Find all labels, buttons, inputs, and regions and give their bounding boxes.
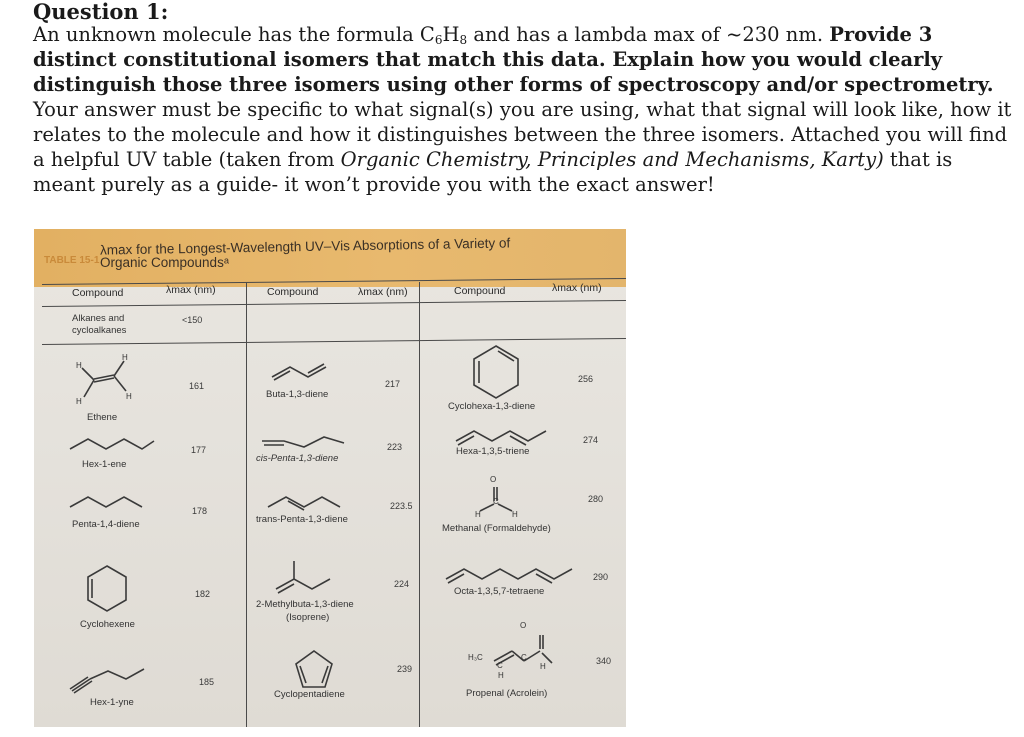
compound-trans-pentadiene: trans-Penta-1,3-diene: [256, 514, 348, 525]
lmax-hexyne: 185: [199, 677, 215, 687]
compound-hexyne: Hex-1-yne: [90, 697, 134, 708]
compound-cyclohexadiene: Cyclohexa-1,3-diene: [448, 401, 536, 412]
ethene-structure: [74, 353, 144, 409]
table-title-line2: Organic Compoundsᵃ: [100, 255, 229, 270]
lmax-ethene: 161: [189, 381, 205, 391]
compound-butadiene: Buta-1,3-diene: [266, 389, 329, 400]
hexene-structure: [66, 431, 156, 457]
compound-cis-pentadiene: cis-Penta-1,3-diene: [256, 453, 339, 464]
acrolein-atom-c2: C: [497, 661, 503, 670]
question-heading: Question 1:: [33, 0, 169, 24]
lmax-hexatriene: 274: [583, 435, 599, 445]
acrolein-atom-c1: C: [521, 653, 527, 662]
trans-pentadiene-structure: [264, 489, 354, 513]
ethene-atom-h2: H: [122, 353, 128, 362]
question-text: An unknown molecule has the formula $C_6H_8$ and has a lambda max of ~230 nm. Provide 3 distinct constitutional isomers that match this data. Explain how you would clearly distinguish those three isomers using other forms of spectroscopy and/or spectrometry. Your answer must be specific to what signal(s) you are using, what that signal will look like, how it relates to the molecule and how it distinguishes between the three isomers. Attached you will find a helpful UV table (taken from Organic Chemistry, Principles and Mechanisms, Karty) that is meant purely as a guide- it won’t provide you with the exact answer!: [33, 23, 1012, 196]
compound-pentadiene: Penta-1,4-diene: [72, 519, 140, 530]
table-number: TABLE 15-1: [44, 255, 100, 266]
compound-alkanes: Alkanes and cycloalkanes: [72, 313, 127, 336]
octatetraene-structure: [444, 563, 594, 587]
cyclohexadiene-structure: [470, 344, 522, 400]
isoprene-structure: [272, 559, 342, 599]
ethene-atom-h1: H: [76, 361, 82, 370]
lmax-butadiene: 217: [385, 379, 401, 389]
lmax-hexene: 177: [191, 445, 207, 455]
lmax-formaldehyde: 280: [588, 494, 604, 504]
pentadiene-structure: [66, 491, 156, 515]
table-title-line1: λmax for the Longest-Wavelength UV–Vis Absorptions of a Variety of: [99, 235, 511, 258]
textbook-reference: Organic Chemistry, Principles and Mechanisms, Karty): [340, 148, 884, 171]
compound-isoprene: 2-Methylbuta-1,3-diene: [256, 599, 354, 610]
hexyne-structure: [68, 659, 158, 699]
lmax-octatetraene: 290: [593, 572, 609, 582]
formaldehyde-atom-o: O: [490, 475, 497, 484]
header-rule: [42, 300, 626, 307]
header-compound-1: Compound: [72, 287, 124, 299]
acrolein-atom-h1: H: [498, 671, 504, 680]
compound-formaldehyde: Methanal (Formaldehyde): [442, 523, 551, 534]
header-compound-3: Compound: [454, 285, 506, 297]
header-lmax-3: λmax (nm): [552, 282, 602, 294]
formaldehyde-atom-h1: H: [475, 510, 481, 519]
compound-acrolein: Propenal (Acrolein): [466, 688, 548, 699]
compound-cyclohexene: Cyclohexene: [80, 619, 135, 630]
header-lmax-1: λmax (nm): [166, 284, 216, 296]
question-bold-instruction: Provide 3 distinct constitutional isomers that match this data. Explain how you would clearly distinguish those three isomers using other forms of spectroscopy and/or spectrometry.: [33, 23, 994, 96]
lmax-trans-pentadiene: 223.5: [390, 501, 413, 511]
lmax-acrolein: 340: [596, 656, 612, 666]
column-divider-1: [246, 283, 247, 727]
cyclohexene-structure: [84, 564, 130, 614]
lmax-alkanes: <150: [182, 315, 203, 325]
formaldehyde-structure: [474, 485, 544, 515]
compound-octatetraene: Octa-1,3,5,7-tetraene: [454, 586, 545, 597]
formaldehyde-atom-h2: H: [512, 510, 518, 519]
compound-ethene: Ethene: [87, 412, 118, 423]
acrolein-atom-h2: H: [540, 662, 546, 671]
acrolein-atom-o: O: [520, 621, 527, 630]
lmax-cyclohexene: 182: [195, 589, 211, 599]
ethene-atom-h3: H: [76, 397, 82, 406]
header-compound-2: Compound: [267, 286, 319, 298]
compound-hexatriene: Hexa-1,3,5-triene: [456, 446, 530, 457]
column-divider-2: [419, 282, 420, 727]
acrolein-atom-ch3: H₃C: [468, 653, 483, 662]
lmax-cis-pentadiene: 223: [387, 442, 403, 452]
lmax-isoprene: 224: [394, 579, 410, 589]
cyclopentadiene-structure: [292, 649, 336, 691]
butadiene-structure: [270, 361, 330, 385]
lmax-pentadiene: 178: [192, 506, 208, 516]
cis-pentadiene-structure: [260, 429, 350, 451]
formaldehyde-atom-c: C: [493, 497, 499, 506]
row-rule: [42, 338, 626, 345]
header-lmax-2: λmax (nm): [358, 286, 408, 298]
lmax-cyclohexadiene: 256: [578, 374, 594, 384]
compound-cyclopentadiene: Cyclopentadiene: [274, 689, 345, 700]
ethene-atom-h4: H: [126, 392, 132, 401]
compound-isoprene-sub: (Isoprene): [286, 612, 330, 623]
compound-hexene: Hex-1-ene: [82, 459, 127, 470]
lmax-cyclopentadiene: 239: [397, 664, 413, 674]
uv-table-photo: [34, 229, 626, 727]
